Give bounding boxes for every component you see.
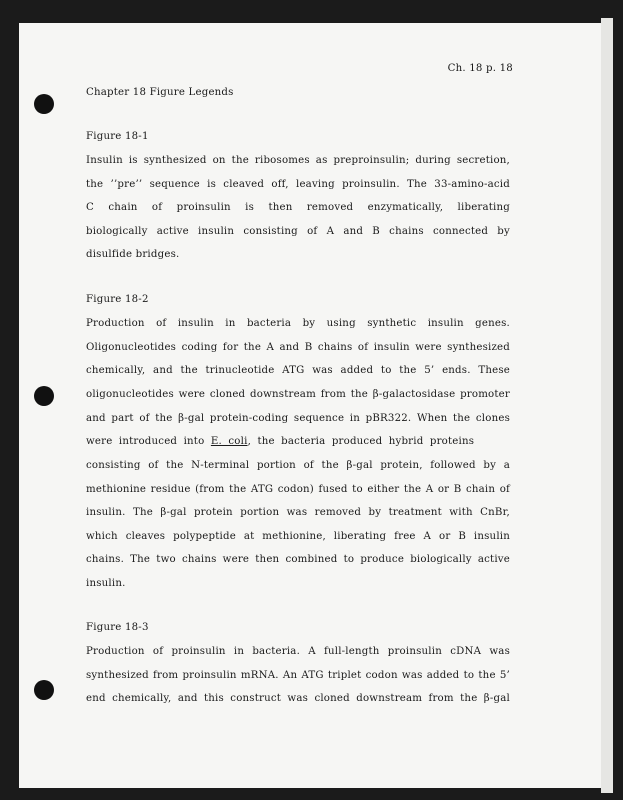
- figure-label: Figure 18-1: [86, 131, 149, 142]
- text-line: chains. The two chains were then combined to produce biologically active: [86, 554, 510, 565]
- text-line: insulin. The β-gal protein portion was removed by treatment with CnBr,: [86, 507, 510, 518]
- figure-label: Figure 18-2: [86, 294, 149, 305]
- figure-label: Figure 18-3: [86, 622, 149, 633]
- binder-hole-middle: [34, 386, 54, 406]
- text-line: oligonucleotides were cloned downstream from the β-galactosidase promoter: [86, 389, 510, 400]
- text-line: consisting of the N-terminal portion of the β-gal protein, followed by a: [86, 460, 510, 471]
- text-line: Production of insulin in bacteria by using synthetic insulin genes.: [86, 318, 510, 329]
- text-line: Oligonucleotides coding for the A and B chains of insulin were synthesized: [86, 342, 510, 353]
- binder-hole-bottom: [34, 680, 54, 700]
- underlying-page-edge: [601, 18, 613, 793]
- text-line: chemically, and the trinucleotide ATG was added to the 5’ ends. These: [86, 365, 510, 376]
- text-line: disulfide bridges.: [86, 249, 180, 260]
- chapter-title: Chapter 18 Figure Legends: [86, 87, 234, 98]
- text-line: and part of the β-gal protein-coding sequence in pBR322. When the clones: [86, 413, 510, 424]
- text-line: insulin.: [86, 578, 126, 589]
- text-line: the ’’pre’’ sequence is cleaved off, leaving proinsulin. The 33-amino-acid: [86, 179, 510, 190]
- text-line: methionine residue (from the ATG codon) fused to either the A or B chain of: [86, 484, 510, 495]
- text-line: Production of proinsulin in bacteria. A full-length proinsulin cDNA was: [86, 646, 510, 657]
- text-line: biologically active insulin consisting of A and B chains connected by: [86, 226, 510, 237]
- text-fragment: , the bacteria produced hybrid proteins: [247, 436, 475, 447]
- organism-name: E. coli: [210, 436, 248, 447]
- text-fragment: were introduced into: [86, 436, 205, 447]
- text-line: end chemically, and this construct was cloned downstream from the β-gal: [86, 693, 510, 704]
- text-line: which cleaves polypeptide at methionine, liberating free A or B insulin: [86, 531, 510, 542]
- binder-hole-top: [34, 94, 54, 114]
- text-line: Insulin is synthesized on the ribosomes as preproinsulin; during secretion,: [86, 155, 510, 166]
- text-line: synthesized from proinsulin mRNA. An ATG triplet codon was added to the 5’: [86, 670, 510, 681]
- page-header: Ch. 18 p. 18: [447, 63, 513, 74]
- text-line: [86, 436, 474, 447]
- text-line: C chain of proinsulin is then removed enzymatically, liberating: [86, 202, 510, 213]
